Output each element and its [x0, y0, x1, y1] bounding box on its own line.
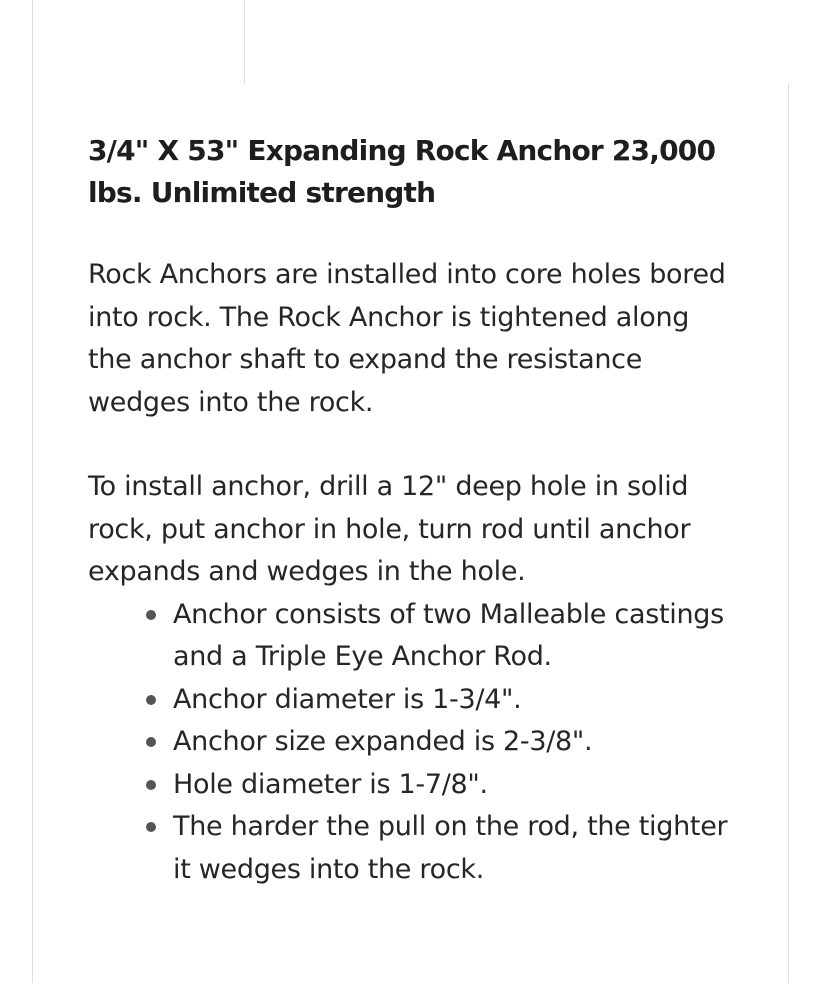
product-title: 3/4" X 53" Expanding Rock Anchor 23,000 lbs. Unlimited strength [88, 134, 716, 209]
list-item [173, 721, 738, 764]
bullet-dot-icon [146, 737, 156, 747]
feature-list [88, 594, 738, 892]
tab-description[interactable] [32, 0, 245, 84]
list-item-text: Hole diameter is 1-7/8". [173, 768, 488, 800]
list-item-text: Anchor diameter is 1-3/4". [173, 683, 522, 715]
tab-strip [0, 0, 821, 84]
bullet-dot-icon [146, 822, 156, 832]
bullet-dot-icon [146, 610, 156, 620]
list-item [173, 679, 738, 722]
list-item-text: Anchor size expanded is 2-3/8". [173, 726, 593, 757]
bullet-dot-icon [146, 695, 156, 705]
bullet-dot-icon [146, 780, 156, 790]
list-item [173, 806, 738, 891]
list-item [173, 764, 738, 807]
list-item-text: Anchor consists of two Malleable castings and a Triple Eye Anchor Rod. [173, 598, 724, 672]
description-content [88, 130, 738, 891]
list-item-text: The harder the pull on the rod, the tighter it wedges into the rock. [173, 811, 728, 885]
description-paragraph-2: To install anchor, drill a 12" deep hole in solid rock, put anchor in hole, turn rod until anchor expands and wedges in the hole. [88, 471, 691, 587]
description-paragraph-1: Rock Anchors are installed into core holes bored into rock. The Rock Anchor is tightened along the anchor shaft to expand the resistance wedges into the rock. [88, 259, 726, 418]
list-item [173, 594, 738, 679]
